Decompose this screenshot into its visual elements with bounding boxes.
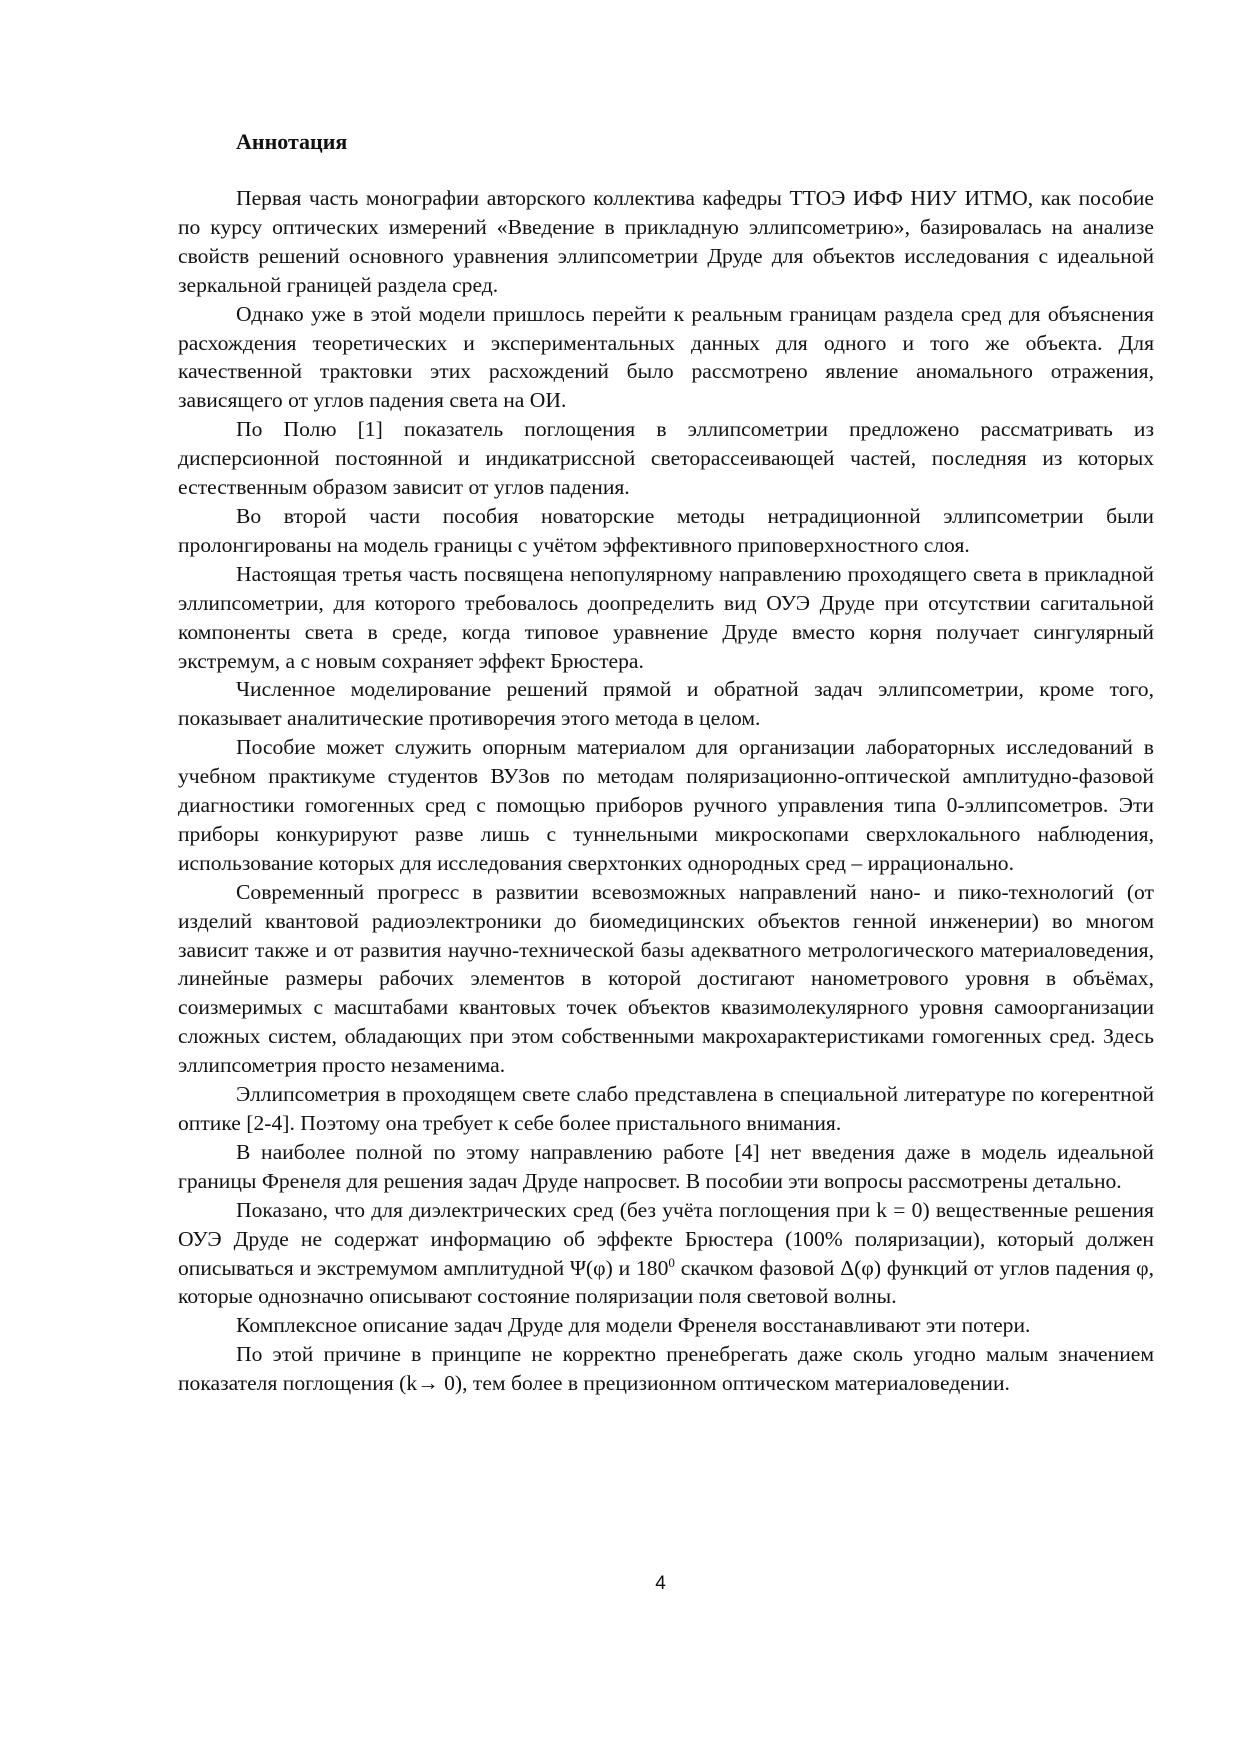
paragraph: Численное моделирование решений прямой и обратной задач эллипсометрии, кроме того, показывает аналитические противоречия этого метода в целом. — [178, 677, 1154, 731]
annotation-body — [178, 184, 1154, 1398]
paragraph: Во второй части пособия новаторские методы нетрадиционной эллипсометрии были пролонгированы на модель границы с учётом эффективного приповерхностного слоя. — [178, 503, 1154, 557]
paragraph: В наиболее полной по этому направлению работе [4] нет введения даже в модель идеальной границы Френеля для решения задач Друде напросвет. В пособии эти вопросы рассмотрены детально. — [178, 1139, 1154, 1193]
paragraph: По этой причине в принципе не корректно пренебрегать даже сколь угодно малым значением показателя поглощения (k→ 0), тем более в прецизионном оптическом материаловедении. — [178, 1342, 1154, 1396]
degree-superscript: 0 — [668, 1254, 675, 1270]
paragraph: По Полю [1] показатель поглощения в эллипсометрии предложено рассматривать из дисперсионной постоянной и индикатриссной светорассеивающей частей, последняя из которых естественным образом зависит от углов падения. — [178, 417, 1154, 500]
paragraph-text: скачком фазовой Δ(φ) функций от углов падения φ, которые однозначно описывают состояние поляризации поля световой волны. — [178, 1255, 1155, 1309]
paragraph-brewster — [178, 1196, 1154, 1312]
paragraph-text: Показано, что для диэлектрических сред (без учёта поглощения при k = 0) вещественные решения ОУЭ Друде не содержат информацию об эффекте Брюстера (100% поляризации), который должен описываться и экстремумом амплитудной Ψ(φ) и 180 — [178, 1197, 1154, 1280]
paragraph: Пособие может служить опорным материалом для организации лабораторных исследований в учебном практикуме студентов ВУЗов по методам поляризационно-оптической амплитудно-фазовой диагностики гомогенных сред с помощью приборов ручного управления типа 0-эллипсометров. Эти приборы конкурируют разве лишь с туннельными микроскопами сверхлокального наблюдения, использование которых для исследования сверхтонких однородных сред – иррационально. — [178, 735, 1154, 875]
section-heading: Аннотация — [236, 129, 348, 154]
paragraph: Настоящая третья часть посвящена непопулярному направлению проходящего света в прикладной эллипсометрии, для которого требовалось доопределить вид ОУЭ Друде при отсутствии сагитальной компоненты света в среде, когда типовое уравнение Друде вместо корня получает сингулярный экстремум, а с новым сохраняет эффект Брюстера. — [178, 561, 1154, 673]
paragraph: Первая часть монографии авторского коллектива кафедры ТТОЭ ИФФ НИУ ИТМО, как пособие по курсу оптических измерений «Введение в прикладную эллипсометрию», базировалась на анализе свойств решений основного уравнения эллипсометрии Друде для объектов исследования с идеальной зеркальной границей раздела сред. — [178, 186, 1154, 297]
paragraph: Комплексное описание задач Друде для модели Френеля восстанавливают эти потери. — [236, 1313, 1031, 1338]
page-number: 4 — [655, 1573, 666, 1594]
paragraph: Эллипсометрия в проходящем свете слабо представлена в специальной литературе по когерентной оптике [2-4]. Поэтому она требует к себе более пристального внимания. — [178, 1082, 1154, 1135]
paragraph: Современный прогресс в развитии всевозможных направлений нано- и пико-технологий (от изделий квантовой радиоэлектроники до биомедицинских объектов генной инженерии) во многом зависит также и от развития научно-технической базы адекватного метрологического материаловедения, линейные размеры рабочих элементов в которой достигают нанометрового уровня в объёмах, соизмеримых с масштабами квантовых точек объектов квазимолекулярного уровня самоорганизации сложных систем, обладающих при этом собственными макрохарактеристиками гомогенных сред. Здесь эллипсометрия просто незаменима. — [178, 879, 1154, 1078]
paragraph: Однако уже в этой модели пришлось перейти к реальным границам раздела сред для объяснения расхождения теоретических и экспериментальных данных для одного и того же объекта. Для качественной трактовки этих расхождений было рассмотрено явление аномального отражения, зависящего от углов падения света на ОИ. — [178, 301, 1154, 413]
